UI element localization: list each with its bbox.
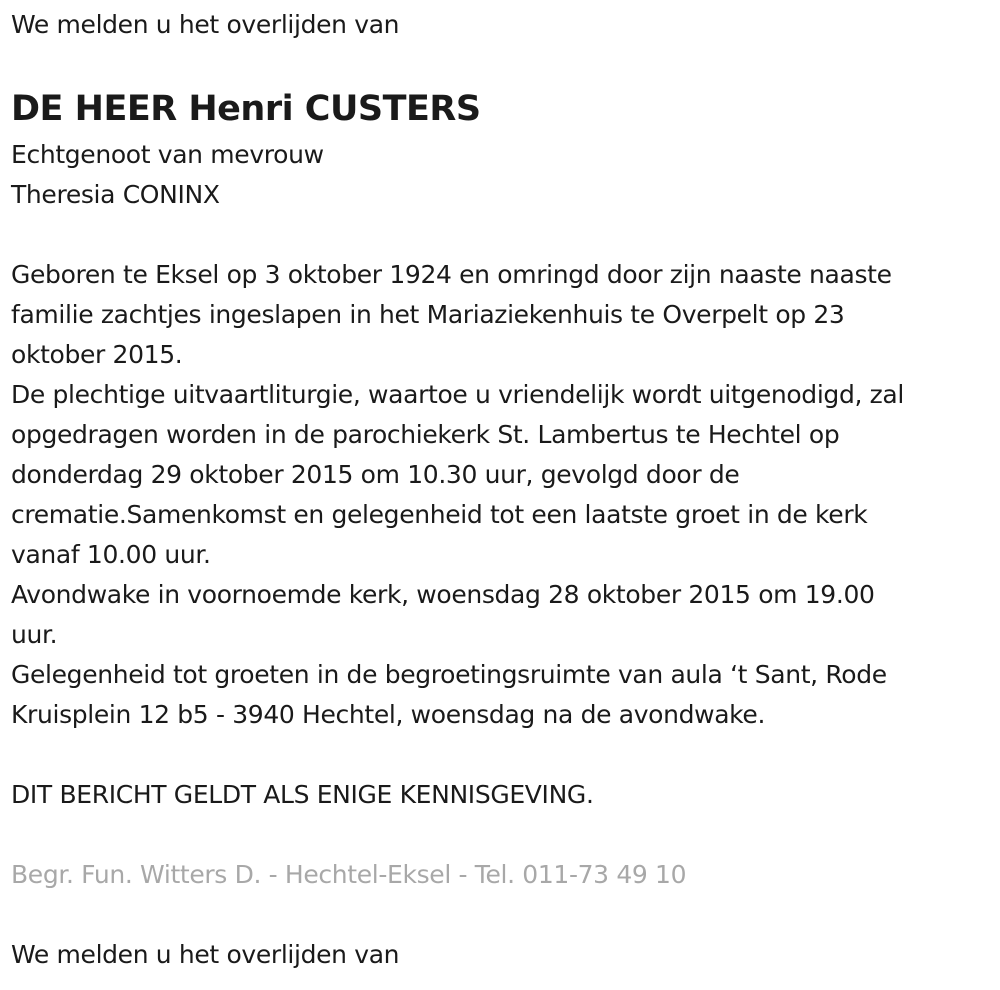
text-line: oktober 2015. [11,340,183,369]
intro-text: We melden u het overlijden van [11,10,400,39]
spouse-line-1: Echtgenoot van mevrouw [11,140,324,169]
text-line: Avondwake in voornoemde kerk, woensdag 28 oktober 2015 om 19.00 [11,580,875,609]
text-line: Kruisplein 12 b5 - 3940 Hechtel, woensdag na de avondwake. [11,700,766,729]
deceased-name: DE HEER Henri CUSTERS [11,89,481,129]
funeral-home-info: Begr. Fun. Witters D. - Hechtel-Eksel - Tel. 011-73 49 10 [11,860,687,889]
birth-death-paragraph [11,255,996,375]
obituary-body [11,255,996,735]
liturgy-paragraph [11,375,996,575]
text-line: familie zachtjes ingeslapen in het Mariaziekenhuis te Overpelt op 23 [11,300,845,329]
text-line: vanaf 10.00 uur. [11,540,211,569]
text-line: donderdag 29 oktober 2015 om 10.30 uur, gevolgd door de [11,460,740,489]
greeting-paragraph [11,655,996,735]
text-line: uur. [11,620,58,649]
spouse-line-2: Theresia CONINX [11,180,220,209]
outro-text: We melden u het overlijden van [11,940,400,969]
obituary-notice [11,5,996,975]
text-line: Gelegenheid tot groeten in de begroetingsruimte van aula ‘t Sant, Rode [11,660,887,689]
notice-text: DIT BERICHT GELDT ALS ENIGE KENNISGEVING. [11,780,594,809]
vigil-paragraph [11,575,996,655]
text-line: opgedragen worden in de parochiekerk St. Lambertus te Hechtel op [11,420,840,449]
text-line: De plechtige uitvaartliturgie, waartoe u vriendelijk wordt uitgenodigd, zal [11,380,904,409]
text-line: Geboren te Eksel op 3 oktober 1924 en omringd door zijn naaste naaste [11,260,892,289]
text-line: crematie.Samenkomst en gelegenheid tot een laatste groet in de kerk [11,500,868,529]
